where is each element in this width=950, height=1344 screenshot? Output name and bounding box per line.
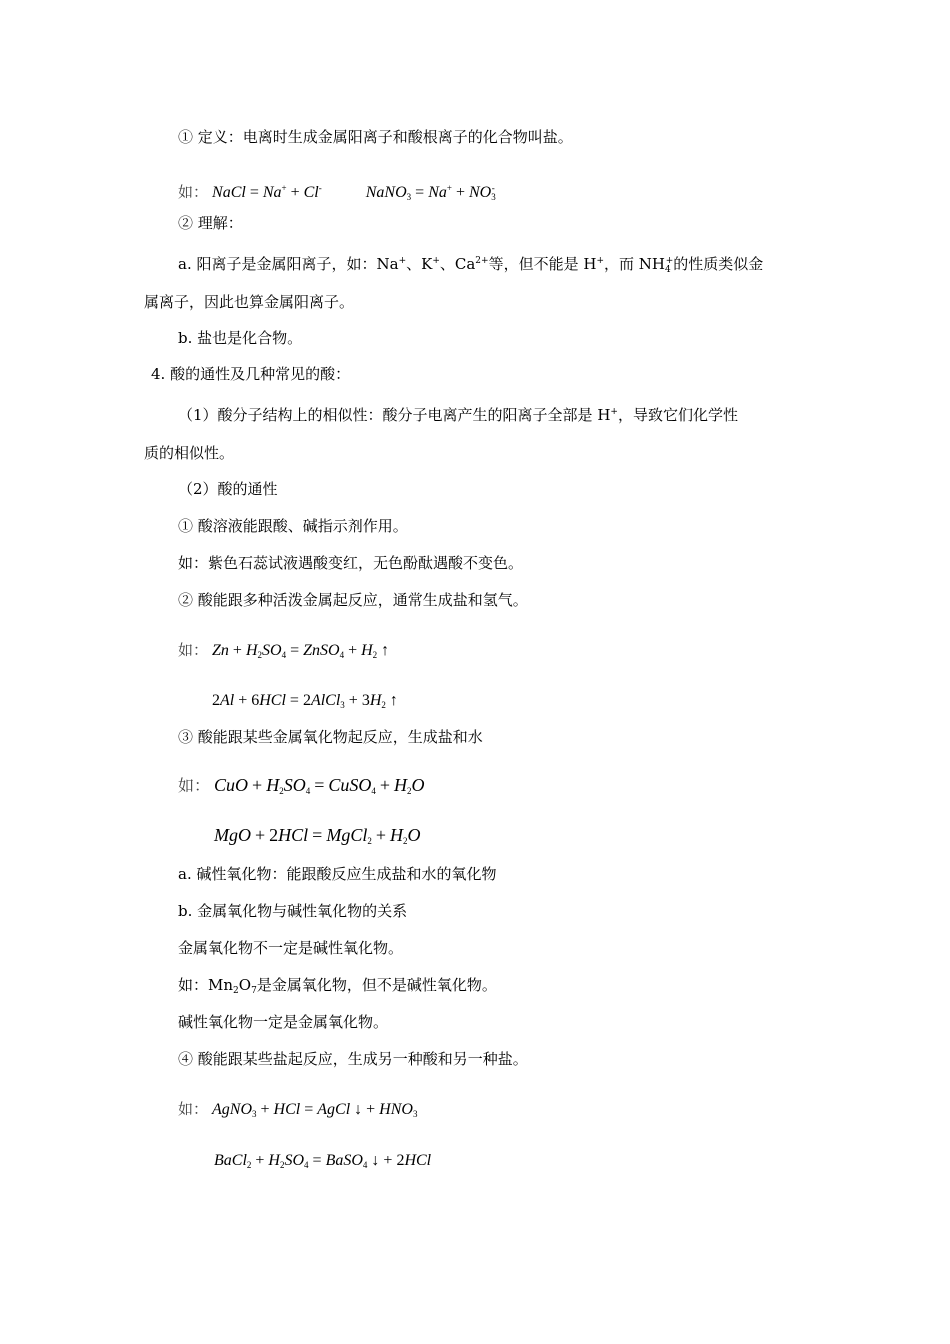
subscript: 4 <box>664 265 671 275</box>
text-fragment: 是金属氧化物，但不是碱性氧化物。 <box>256 976 497 994</box>
property-metal-oxides: ③ 酸能跟某些金属氧化物起反应，生成盐和水 <box>178 728 483 746</box>
text-fragment: ，而 NH <box>603 255 665 273</box>
metal-oxide-relation: b. 金属氧化物与碱性氧化物的关系 <box>178 902 408 920</box>
section-heading-4: 4. 酸的通性及几种常见的酸： <box>151 365 351 383</box>
equation-cuo-h2so4: 如： CuO + $H_2SO_4$ = CuSO$_4$ + $H_2O$ <box>178 775 425 796</box>
example-prefix: 如： <box>178 641 209 659</box>
text-fragment: 、Ca <box>439 255 476 273</box>
basic-oxide-definition: a. 碱性氧化物：能跟酸反应生成盐和水的氧化物 <box>178 865 497 883</box>
cation-note-line2: 属离子，因此也算金属阳离子。 <box>144 293 355 311</box>
relation-statement-2: 碱性氧化物一定是金属氧化物。 <box>178 1013 389 1031</box>
acid-structure-line2: 质的相似性。 <box>144 444 235 462</box>
text-fragment: 、K <box>406 255 433 273</box>
superscript: + <box>596 256 604 266</box>
property-indicator: ① 酸溶液能跟酸、碱指示剂作用。 <box>178 517 408 535</box>
understanding-heading: ② 理解： <box>178 214 243 232</box>
property-salts: ④ 酸能跟某些盐起反应，生成另一种酸和另一种盐。 <box>178 1050 528 1068</box>
text-fragment: （1）酸分子结构上的相似性：酸分子电离产生的阳离子全部是 H <box>178 406 611 424</box>
equation-zn-h2so4: 如： $Zn + H_2SO_4$ = ZnSO$_4$ + $H_2$ ↑ <box>178 641 390 660</box>
text-fragment: 等，但不能是 H <box>488 255 597 273</box>
salt-definition: ① 定义：电离时生成金属阳离子和酸根离子的化合物叫盐。 <box>178 128 573 146</box>
acid-properties-heading: （2）酸的通性 <box>178 480 278 498</box>
property-active-metals: ② 酸能跟多种活泼金属起反应，通常生成盐和氢气。 <box>178 591 528 609</box>
superscript: 2+ <box>475 256 489 266</box>
mn2o7-example <box>178 975 497 1001</box>
example-prefix: 如： <box>178 1100 209 1118</box>
example-prefix: 如： <box>178 183 209 201</box>
equation-mgo-hcl: MgO + 2HCl = MgCl$_2$ + $H_2O$ <box>214 825 421 846</box>
text-fragment: a. 阳离子是金属阳离子，如：Na <box>178 255 399 273</box>
text-fragment: 的性质类似金 <box>673 255 764 273</box>
equation-al-hcl: 2Al + 6HCl = 2AlCl$_3$ + $3H_2$ ↑ <box>212 692 398 710</box>
superscript: + <box>610 407 618 417</box>
equation-nacl-nano3: 如： NaCl = Na+ + Cl- NaNO$_3$ = $Na^+ + NO_3^-$ <box>178 183 496 202</box>
equation-agno3-hcl: 如： AgNO$_3$ + HCl = AgCl ↓ + $HNO_3$ <box>178 1100 418 1119</box>
subscript: 7 <box>251 986 257 996</box>
example-prefix: 如： <box>178 776 211 795</box>
superscript: + <box>665 256 674 266</box>
text-fragment: ，导致它们化学性 <box>617 406 738 424</box>
superscript: + <box>432 256 440 266</box>
relation-statement-1: 金属氧化物不一定是碱性氧化物。 <box>178 939 404 957</box>
text-fragment: O <box>238 976 252 994</box>
salt-is-compound: b. 盐也是化合物。 <box>178 329 303 347</box>
equation-bacl2-h2so4: BaCl$_2$ + $H_2SO_4$ = BaSO$_4$ ↓ + 2HCl <box>214 1152 432 1170</box>
acid-structure-line1 <box>178 402 738 425</box>
text-fragment: 如：Mn <box>178 976 234 994</box>
indicator-example: 如：紫色石蕊试液遇酸变红，无色酚酞遇酸不变色。 <box>178 554 524 572</box>
cation-note-line1 <box>178 251 763 280</box>
superscript: + <box>398 256 407 266</box>
subscript: 2 <box>233 986 239 996</box>
